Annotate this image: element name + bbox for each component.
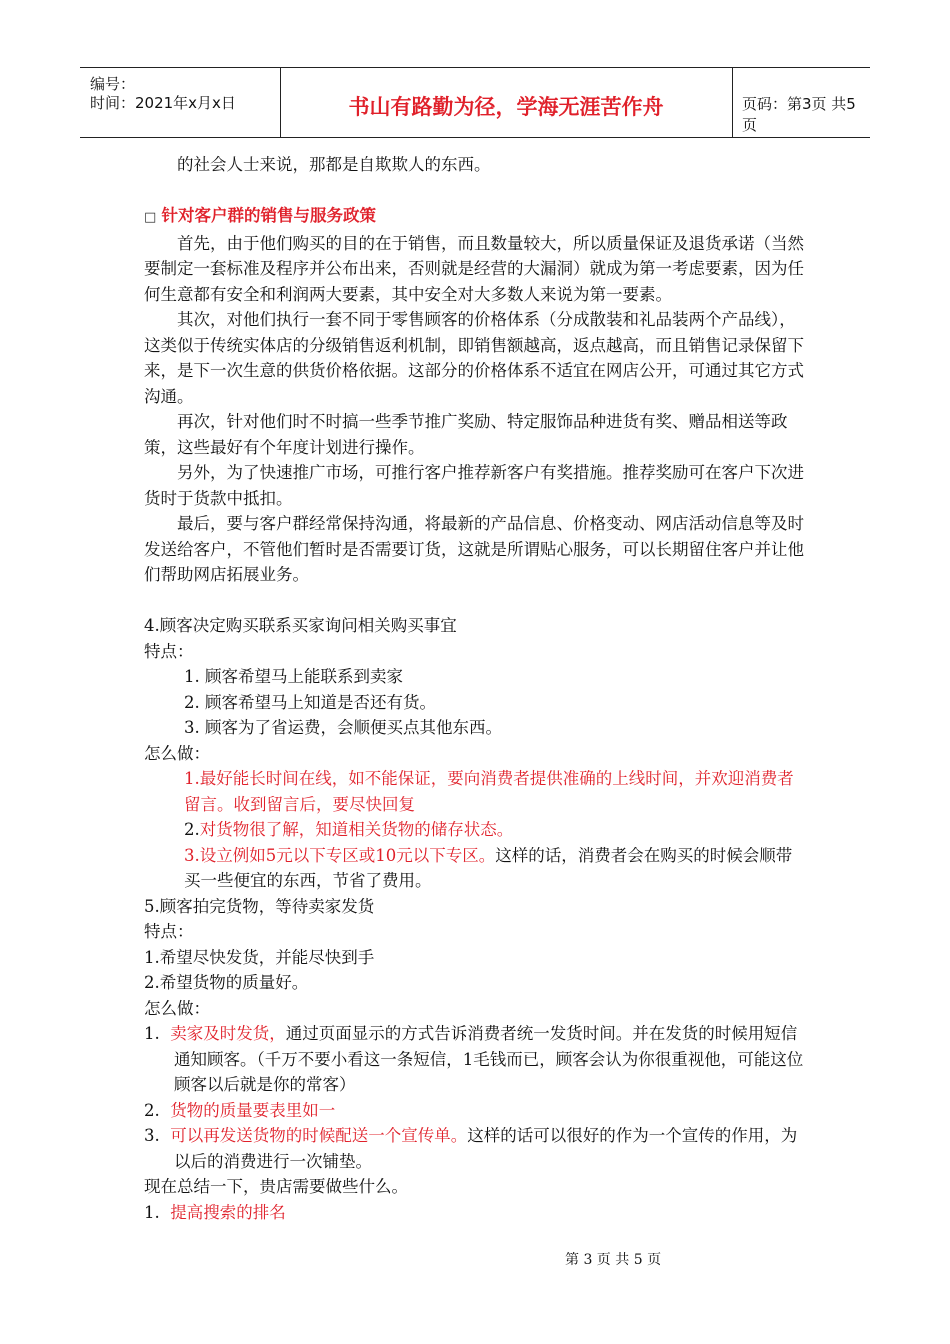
label: 特点： [144, 922, 194, 941]
date-label: 时间：2021年x月x日 [90, 94, 236, 112]
document-body [144, 152, 808, 1225]
paragraph: 的社会人士来说，那都是自欺欺人的东西。 [177, 155, 491, 174]
header-motto-cell [280, 68, 733, 137]
header-page-cell [732, 68, 870, 137]
list-item: 2.希望货物的质量好。 [144, 973, 309, 992]
motto: 书山有路勤为径，学海无涯苦作舟 [348, 95, 664, 119]
paragraph: 其次，对他们执行一套不同于零售顾客的价格体系（分成散装和礼品装两个产品线），这类似于传统实体店的分级销售返利机制，即销售额越高，返点越高，而且销售记录保留下来，是下一次生意的供货价格依据。这部分的价格体系不适宜在网店公开，可通过其它方式沟通。 [144, 310, 804, 406]
paragraph: 最后，要与客户群经常保持沟通，将最新的产品信息、价格变动、网店活动信息等及时发送给客户，不管他们暂时是否需要订货，这就是所谓贴心服务，可以长期留住客户并让他们帮助网店拓展业务。 [144, 514, 804, 584]
list-item: 3.设立例如5元以下专区或10元以下专区。这样的话，消费者会在购买的时候会顺带买一些便宜的东西，节省了费用。 [184, 845, 793, 890]
label: 特点： [144, 641, 194, 661]
list-item: 1. 提高搜索的排名 [144, 1202, 286, 1222]
list-item: 3. 顾客为了省运费，会顺便买点其他东西。 [184, 718, 502, 737]
paragraph: 现在总结一下，贵店需要做些什么。 [144, 1177, 408, 1196]
paragraph: 另外，为了快速推广市场，可推行客户推荐新客户有奖措施。推荐奖励可在客户下次进货时于货款中抵扣。 [144, 463, 804, 508]
number-label: 编号： [90, 75, 136, 93]
label: 怎么做： [144, 743, 210, 763]
list-item: 1. 卖家及时发货，通过页面显示的方式告诉消费者统一发货时间。并在发货的时候用短信通知顾客。（千万不要小看这一条短信，1毛钱而已，顾客会认为你很重视他，可能这位顾客以后就是你的常客） [144, 1024, 804, 1094]
footer-page-number: 第 3 页 共 5 页 [565, 1252, 662, 1268]
paragraph: 再次，针对他们时不时搞一些季节推广奖励、特定服饰品种进货有奖、赠品相送等政策，这些最好有个年度计划进行操作。 [144, 412, 788, 457]
section-heading: □ 针对客户群的销售与服务政策 [144, 206, 377, 225]
list-item: 2. 顾客希望马上知道是否还有货。 [184, 692, 436, 712]
header-page-label: 页码：第3页 共5页 [742, 95, 856, 134]
bullet-icon: □ [144, 210, 157, 225]
list-item: 1. 顾客希望马上能联系到卖家 [184, 667, 403, 686]
list-item: 1.希望尽快发货，并能尽快到手 [144, 947, 375, 967]
label: 怎么做： [144, 998, 210, 1018]
section-title: 5.顾客拍完货物，等待卖家发货 [144, 896, 375, 916]
header-info-cell [80, 68, 281, 137]
list-item: 2.对货物很了解，知道相关货物的储存状态。 [184, 820, 514, 839]
section-title: 4.顾客决定购买联系买家询问相关购买事宜 [144, 616, 457, 635]
list-item: 3. 可以再发送货物的时候配送一个宣传单。这样的话可以很好的作为一个宣传的作用，为以后的消费进行一次铺垫。 [144, 1126, 798, 1171]
list-item: 1.最好能长时间在线，如不能保证，要向消费者提供准确的上线时间，并欢迎消费者留言。收到留言后，要尽快回复 [184, 769, 794, 814]
page-header [80, 67, 870, 138]
list-item: 2. 货物的质量要表里如一 [144, 1100, 336, 1120]
paragraph: 首先，由于他们购买的目的在于销售，而且数量较大，所以质量保证及退货承诺（当然要制定一套标准及程序并公布出来，否则就是经营的大漏洞）就成为第一考虑要素，因为任何生意都有安全和利润两大要素，其中安全对大多数人来说为第一要素。 [144, 233, 804, 304]
